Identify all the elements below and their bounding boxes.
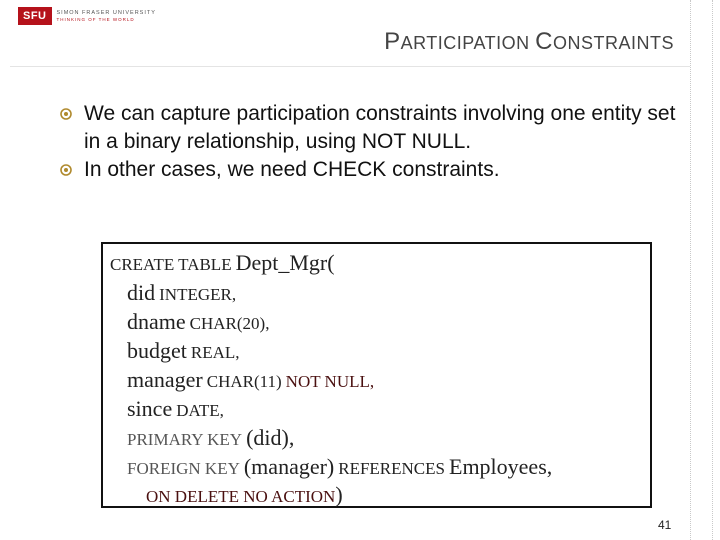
coin-bullet-icon — [60, 164, 72, 176]
code-line: manager CHAR(11) NOT NULL, — [127, 367, 375, 392]
code-line: ON DELETE NO ACTION) — [146, 482, 343, 507]
code-line: since DATE, — [127, 396, 224, 421]
sfu-logo — [18, 6, 156, 26]
slide-title: PARTICIPATION CONSTRAINTS — [384, 28, 674, 55]
code-line: budget REAL, — [127, 338, 240, 363]
code-line: dname CHAR(20), — [127, 309, 270, 334]
code-line: did INTEGER, — [127, 280, 237, 305]
coin-bullet-icon — [60, 108, 72, 120]
logo-name: SIMON FRASER UNIVERSITY — [56, 9, 156, 16]
code-line: PRIMARY KEY (did), — [127, 425, 295, 450]
logo-tagline: THINKING OF THE WORLD — [56, 16, 135, 22]
sql-code-box — [101, 242, 652, 508]
bullet-item: We can capture participation constraints involving one entity set in a binary relationship, using NOT NULL. — [62, 100, 682, 156]
title-divider — [10, 66, 690, 67]
decorative-edge-line — [690, 0, 691, 540]
decorative-edge-line — [712, 0, 713, 540]
bullet-list — [62, 100, 682, 184]
logo-badge: SFU — [18, 7, 52, 25]
page-number: 41 — [658, 518, 672, 532]
bullet-item: In other cases, we need CHECK constraints. — [62, 156, 682, 184]
code-line: FOREIGN KEY (manager) REFERENCES Employees, — [127, 454, 553, 479]
code-line: CREATE TABLE Dept_Mgr( — [110, 250, 335, 275]
